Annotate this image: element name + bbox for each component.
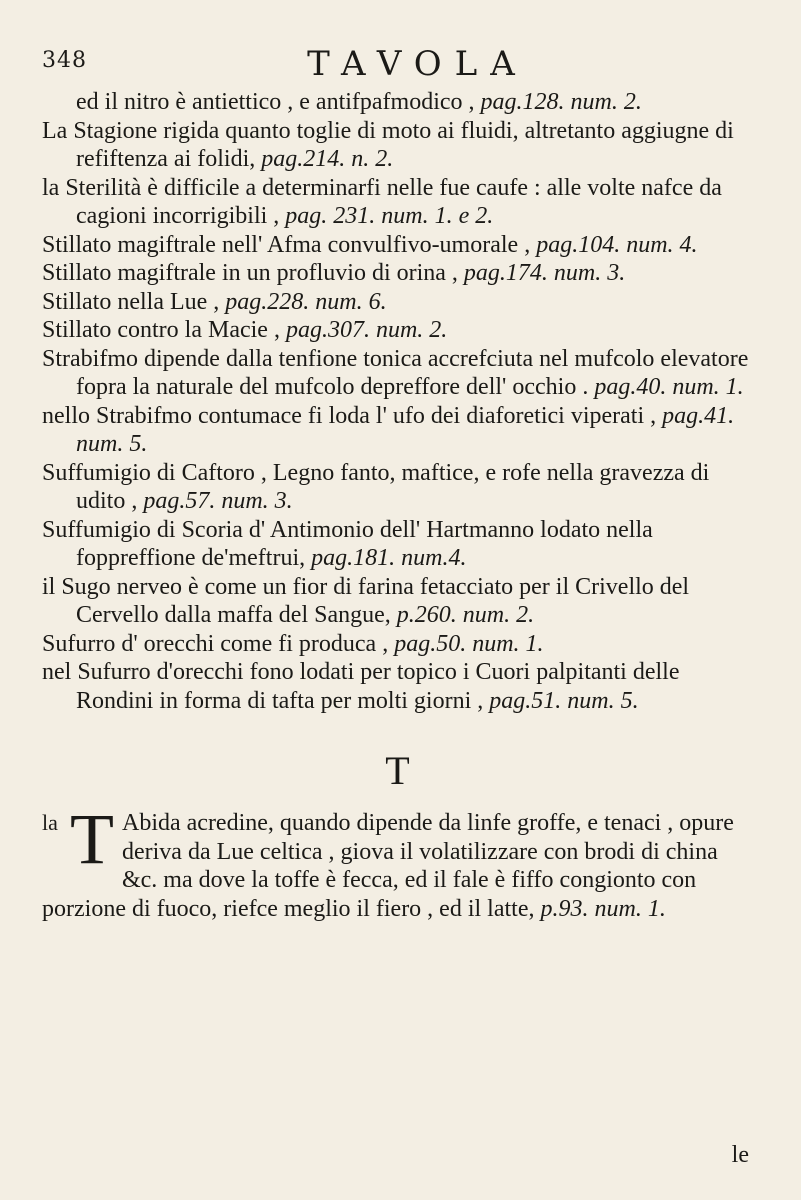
entry-ref: pag.41. num. 5. bbox=[76, 402, 735, 457]
index-entry bbox=[42, 316, 753, 345]
running-title: TAVOLA bbox=[307, 44, 528, 84]
entry-ref: pag.51. num. 5. bbox=[489, 687, 639, 714]
index-entry bbox=[42, 573, 753, 630]
entry-text: la Sterilità è difficile a determinarfi nelle fue caufe : alle volte nafce da cagioni incorrigibili , bbox=[42, 174, 722, 229]
entry-text: Suffumigio di Caftoro , Legno fanto, maftice, e rofe nella gravezza di udito , bbox=[42, 459, 710, 514]
entry-text: il Sugo nerveo è come un fior di farina fetacciato per il Crivello del Cervello dalla maffa del Sangue, bbox=[42, 573, 690, 628]
entry-ref: pag.307. num. 2. bbox=[285, 317, 448, 343]
entry-ref: pag.57. num. 3. bbox=[143, 488, 293, 514]
index-entry bbox=[42, 459, 753, 516]
index-entry bbox=[42, 345, 753, 402]
entry-ref: pag.104. num. 4. bbox=[536, 231, 698, 258]
index-entry bbox=[42, 288, 753, 317]
index-entries bbox=[42, 88, 753, 715]
entry-ref: pag. 231. num. 1. e 2. bbox=[285, 203, 494, 229]
section-text bbox=[42, 799, 734, 922]
drop-cap: T bbox=[70, 799, 114, 879]
index-entry bbox=[42, 259, 753, 288]
index-entry bbox=[42, 88, 753, 117]
entry-text: ed il nitro è antiettico , e antifpafmodico , bbox=[76, 89, 481, 115]
entry-ref: pag.40. num. 1. bbox=[594, 374, 744, 400]
section-initial-paragraph bbox=[42, 799, 753, 923]
entry-text: Stillato magiftrale in un profluvio di orina , bbox=[42, 260, 464, 286]
index-entry bbox=[42, 117, 753, 174]
entry-text: Suffumigio di Scoria d' Antimonio dell' Hartmanno lodato nella foppreffione de'meftrui, bbox=[42, 516, 653, 571]
entry-text: Stillato magiftrale nell' Afma convulfivo-umorale , bbox=[42, 231, 537, 258]
entry-ref: pag.181. num.4. bbox=[311, 545, 467, 571]
index-entry bbox=[42, 630, 753, 659]
entry-text: Sufurro d' orecchi come fi produca , bbox=[42, 630, 395, 657]
page-header bbox=[42, 44, 753, 88]
entry-text: La Stagione rigida quanto toglie di moto ai fluidi, altretanto aggiugne di refiftenza ai folidi, bbox=[42, 117, 734, 172]
catchword: le bbox=[731, 1142, 749, 1168]
entry-text: Strabifmo dipende dalla tenfione tonica accrefciuta nel mufcolo elevatore fopra la naturale del mufcolo depreffore dell' occhio . bbox=[42, 345, 749, 400]
section-letter: T bbox=[385, 748, 410, 793]
section-prefix: la bbox=[42, 810, 58, 835]
section-ref: p.93. num. 1. bbox=[540, 895, 666, 922]
entry-text: Stillato contro la Macie , bbox=[42, 317, 286, 343]
index-entry bbox=[42, 402, 753, 459]
page-number: 348 bbox=[42, 48, 87, 73]
entry-ref: p.260. num. 2. bbox=[396, 602, 535, 628]
index-entry bbox=[42, 231, 753, 260]
index-entry bbox=[42, 658, 753, 715]
section-body: Abida acredine, quando dipende da linfe groffe, e tenaci , opure deriva da Lue celtica , giova il volatilizzare con brodi di china &c. ma dove la toffe è fecca, ed il fale è fiffo congionto con porzione di fuoco, riefce meglio il fiero , ed il latte, bbox=[42, 810, 734, 922]
entry-ref: pag.50. num. 1. bbox=[394, 630, 544, 657]
entry-text: Stillato nella Lue , bbox=[42, 288, 226, 315]
entry-text: nel Sufurro d'orecchi fono lodati per topico i Cuori palpitanti delle Rondini in forma di tafta per molti giorni , bbox=[42, 659, 680, 714]
index-entry bbox=[42, 516, 753, 573]
entry-text: nello Strabifmo contumace fi loda l' ufo dei diaforetici viperati , bbox=[42, 402, 663, 429]
entry-ref: pag.128. num. 2. bbox=[480, 89, 642, 115]
entry-ref: pag.174. num. 3. bbox=[463, 260, 626, 286]
index-entry bbox=[42, 174, 753, 231]
entry-ref: pag.214. n. 2. bbox=[261, 146, 394, 172]
entry-ref: pag.228. num. 6. bbox=[225, 288, 387, 315]
